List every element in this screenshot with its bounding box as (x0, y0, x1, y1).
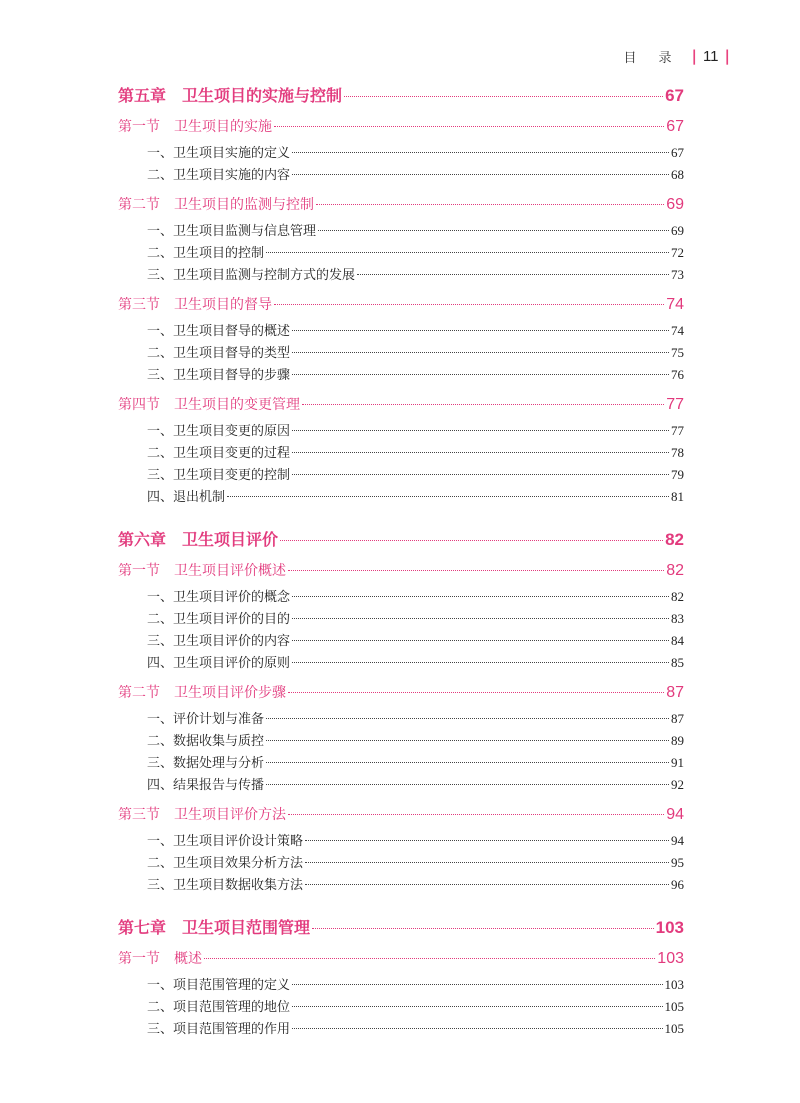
item-entry-label (147, 243, 264, 265)
item-entry[interactable] (118, 420, 684, 442)
section-entry-page: 103 (657, 950, 684, 967)
dot-leader (305, 839, 669, 841)
item-entry-page: 87 (671, 711, 684, 726)
dot-leader (204, 957, 655, 959)
item-entry-page: 69 (671, 223, 684, 238)
item-entry-label (147, 831, 303, 853)
item-entry-page: 77 (671, 423, 684, 438)
dot-leader (288, 569, 664, 571)
item-text: 三、卫生项目数据收集方法 (147, 878, 304, 893)
item-entry[interactable] (118, 830, 684, 852)
section-entry-page: 87 (666, 684, 684, 701)
section-number: 第一节 (118, 951, 160, 967)
item-entry[interactable] (118, 608, 684, 630)
item-entry-label (147, 631, 290, 653)
section-entry[interactable] (118, 116, 684, 138)
dot-leader (266, 251, 669, 253)
item-entry-label (147, 753, 264, 775)
section-entry-label (118, 948, 202, 970)
item-entry[interactable] (118, 442, 684, 464)
header-page-number: 11 (702, 47, 719, 65)
item-text: 二、卫生项目评价的目的 (147, 612, 291, 627)
chapter-number: 第六章 (118, 530, 167, 549)
item-entry-label (147, 709, 264, 731)
dot-leader (292, 1027, 662, 1029)
chapter-entry[interactable] (118, 916, 684, 940)
dot-leader (344, 95, 663, 97)
item-entry[interactable] (118, 652, 684, 674)
item-entry-page: 85 (671, 655, 684, 670)
item-entry-label (147, 731, 264, 753)
section-entry[interactable] (118, 560, 684, 582)
section-title: 卫生项目的督导 (174, 297, 272, 313)
item-text: 二、卫生项目效果分析方法 (147, 856, 304, 871)
item-text: 四、退出机制 (147, 490, 226, 505)
item-entry-page: 67 (671, 145, 684, 160)
item-entry-page: 82 (671, 589, 684, 604)
item-entry-label (147, 343, 290, 365)
item-text: 一、卫生项目评价的概念 (147, 590, 291, 605)
item-entry-page: 92 (671, 777, 684, 792)
dot-leader (292, 473, 669, 475)
section-entry[interactable] (118, 294, 684, 316)
item-entry-label (147, 853, 303, 875)
dot-leader (292, 373, 669, 375)
item-entry-label (147, 775, 264, 797)
dot-leader (292, 983, 662, 985)
chapter-entry-page: 67 (665, 86, 684, 105)
header-divider-right: | (724, 47, 730, 65)
section-entry-page: 77 (666, 396, 684, 413)
section-number: 第四节 (118, 397, 160, 413)
page-header (623, 44, 736, 68)
dot-leader (292, 1005, 662, 1007)
chapter-title: 卫生项目范围管理 (182, 918, 311, 937)
item-entry[interactable] (118, 220, 684, 242)
item-entry[interactable] (118, 164, 684, 186)
item-text: 三、卫生项目督导的步骤 (147, 368, 291, 383)
item-entry-page: 84 (671, 633, 684, 648)
chapter-entry-page: 103 (655, 918, 684, 937)
item-entry-page: 68 (671, 167, 684, 182)
dot-leader (305, 861, 669, 863)
item-entry[interactable] (118, 242, 684, 264)
item-entry-label (147, 1019, 290, 1041)
item-entry-label (147, 143, 290, 165)
item-entry-page: 78 (671, 445, 684, 460)
dot-leader (274, 303, 664, 305)
section-entry[interactable] (118, 682, 684, 704)
table-of-contents (118, 84, 684, 1040)
item-entry[interactable] (118, 342, 684, 364)
item-entry-page: 72 (671, 245, 684, 260)
dot-leader (318, 229, 669, 231)
item-entry[interactable] (118, 320, 684, 342)
dot-leader (312, 927, 654, 929)
header-title: 目录 (623, 50, 694, 66)
dot-leader (227, 495, 669, 497)
section-number: 第二节 (118, 197, 160, 213)
item-entry[interactable] (118, 364, 684, 386)
dot-leader (266, 717, 669, 719)
dot-leader (292, 429, 669, 431)
dot-leader (292, 595, 669, 597)
item-entry-page: 76 (671, 367, 684, 382)
dot-leader (266, 783, 669, 785)
item-entry-page: 81 (671, 489, 684, 504)
section-entry-page: 69 (666, 196, 684, 213)
item-entry[interactable] (118, 486, 684, 508)
section-number: 第三节 (118, 297, 160, 313)
dot-leader (274, 125, 664, 127)
item-entry-page: 94 (671, 833, 684, 848)
item-entry-page: 95 (671, 855, 684, 870)
item-text: 一、卫生项目监测与信息管理 (147, 224, 317, 239)
dot-leader (316, 203, 664, 205)
item-text: 二、项目范围管理的地位 (147, 1000, 291, 1015)
item-text: 四、结果报告与传播 (147, 778, 265, 793)
header-divider: | (691, 47, 697, 65)
chapter-entry[interactable] (118, 84, 684, 108)
item-entry[interactable] (118, 142, 684, 164)
section-entry-label (118, 682, 286, 704)
item-text: 四、卫生项目评价的原则 (147, 656, 291, 671)
chapter-spacer (118, 896, 684, 916)
section-entry[interactable] (118, 394, 684, 416)
item-entry-label (147, 997, 290, 1019)
item-entry-page: 75 (671, 345, 684, 360)
dot-leader (288, 813, 664, 815)
section-number: 第二节 (118, 685, 160, 701)
section-entry-page: 74 (666, 296, 684, 313)
chapter-entry-label (118, 84, 342, 108)
chapter-spacer (118, 508, 684, 528)
section-title: 卫生项目评价方法 (174, 807, 286, 823)
item-entry-label (147, 365, 290, 387)
item-entry-page: 89 (671, 733, 684, 748)
item-entry-label (147, 421, 290, 443)
item-text: 三、数据处理与分析 (147, 756, 265, 771)
chapter-entry-page: 82 (665, 530, 684, 549)
item-entry[interactable] (118, 974, 684, 996)
dot-leader (292, 617, 669, 619)
section-entry-label (118, 116, 272, 138)
section-entry[interactable] (118, 194, 684, 216)
item-text: 二、卫生项目实施的内容 (147, 168, 291, 183)
item-entry-page: 105 (664, 999, 684, 1014)
dot-leader (302, 403, 664, 405)
chapter-number: 第七章 (118, 918, 167, 937)
item-entry-label (147, 587, 290, 609)
dot-leader (292, 329, 669, 331)
item-entry-page: 103 (664, 977, 684, 992)
item-entry-label (147, 875, 303, 897)
item-entry-label (147, 487, 225, 509)
dot-leader (266, 739, 669, 741)
dot-leader (292, 639, 669, 641)
item-text: 一、卫生项目变更的原因 (147, 424, 291, 439)
item-text: 三、项目范围管理的作用 (147, 1022, 291, 1037)
section-entry[interactable] (118, 804, 684, 826)
section-entry-label (118, 194, 314, 216)
dot-leader (292, 151, 669, 153)
item-entry-label (147, 465, 290, 487)
section-title: 卫生项目的监测与控制 (174, 197, 314, 213)
item-entry-page: 83 (671, 611, 684, 626)
item-entry-label (147, 165, 290, 187)
section-entry-label (118, 294, 272, 316)
item-text: 一、卫生项目督导的概述 (147, 324, 291, 339)
chapter-title: 卫生项目的实施与控制 (182, 86, 343, 105)
item-entry-page: 74 (671, 323, 684, 338)
item-text: 一、卫生项目实施的定义 (147, 146, 291, 161)
dot-leader (280, 539, 663, 541)
item-entry-label (147, 221, 316, 243)
item-text: 一、评价计划与准备 (147, 712, 265, 727)
chapter-title: 卫生项目评价 (182, 530, 279, 549)
item-entry-label (147, 443, 290, 465)
item-entry-page: 73 (671, 267, 684, 282)
item-text: 三、卫生项目监测与控制方式的发展 (147, 268, 356, 283)
item-text: 一、卫生项目评价设计策略 (147, 834, 304, 849)
item-text: 二、卫生项目督导的类型 (147, 346, 291, 361)
chapter-entry-label (118, 916, 310, 940)
item-text: 一、项目范围管理的定义 (147, 978, 291, 993)
item-text: 三、卫生项目变更的控制 (147, 468, 291, 483)
section-entry-label (118, 394, 300, 416)
item-entry[interactable] (118, 264, 684, 286)
item-entry[interactable] (118, 874, 684, 896)
item-entry[interactable] (118, 464, 684, 486)
item-entry[interactable] (118, 852, 684, 874)
section-number: 第一节 (118, 119, 160, 135)
section-number: 第一节 (118, 563, 160, 579)
section-title: 卫生项目的变更管理 (174, 397, 300, 413)
item-entry-page: 79 (671, 467, 684, 482)
item-entry-page: 91 (671, 755, 684, 770)
item-text: 三、卫生项目评价的内容 (147, 634, 291, 649)
section-entry[interactable] (118, 948, 684, 970)
item-entry-page: 105 (664, 1021, 684, 1036)
item-entry-page: 96 (671, 877, 684, 892)
section-title: 卫生项目的实施 (174, 119, 272, 135)
section-title: 卫生项目评价步骤 (174, 685, 286, 701)
dot-leader (292, 173, 669, 175)
item-entry[interactable] (118, 730, 684, 752)
item-text: 二、卫生项目变更的过程 (147, 446, 291, 461)
item-entry-label (147, 321, 290, 343)
item-entry[interactable] (118, 586, 684, 608)
item-entry[interactable] (118, 708, 684, 730)
item-text: 二、卫生项目的控制 (147, 246, 265, 261)
item-entry-label (147, 609, 290, 631)
item-text: 二、数据收集与质控 (147, 734, 265, 749)
item-entry[interactable] (118, 996, 684, 1018)
dot-leader (292, 351, 669, 353)
chapter-entry[interactable] (118, 528, 684, 552)
section-entry-label (118, 560, 286, 582)
section-entry-page: 94 (666, 806, 684, 823)
item-entry[interactable] (118, 774, 684, 796)
item-entry-label (147, 653, 290, 675)
dot-leader (305, 883, 669, 885)
item-entry-label (147, 265, 355, 287)
item-entry-label (147, 975, 290, 997)
item-entry[interactable] (118, 1018, 684, 1040)
section-entry-label (118, 804, 286, 826)
section-title: 卫生项目评价概述 (174, 563, 286, 579)
item-entry[interactable] (118, 630, 684, 652)
dot-leader (266, 761, 669, 763)
chapter-entry-label (118, 528, 278, 552)
chapter-number: 第五章 (118, 86, 167, 105)
section-entry-page: 67 (666, 118, 684, 135)
item-entry[interactable] (118, 752, 684, 774)
section-number: 第三节 (118, 807, 160, 823)
dot-leader (292, 451, 669, 453)
dot-leader (292, 661, 669, 663)
dot-leader (357, 273, 669, 275)
dot-leader (288, 691, 664, 693)
section-entry-page: 82 (666, 562, 684, 579)
section-title: 概述 (174, 951, 202, 967)
